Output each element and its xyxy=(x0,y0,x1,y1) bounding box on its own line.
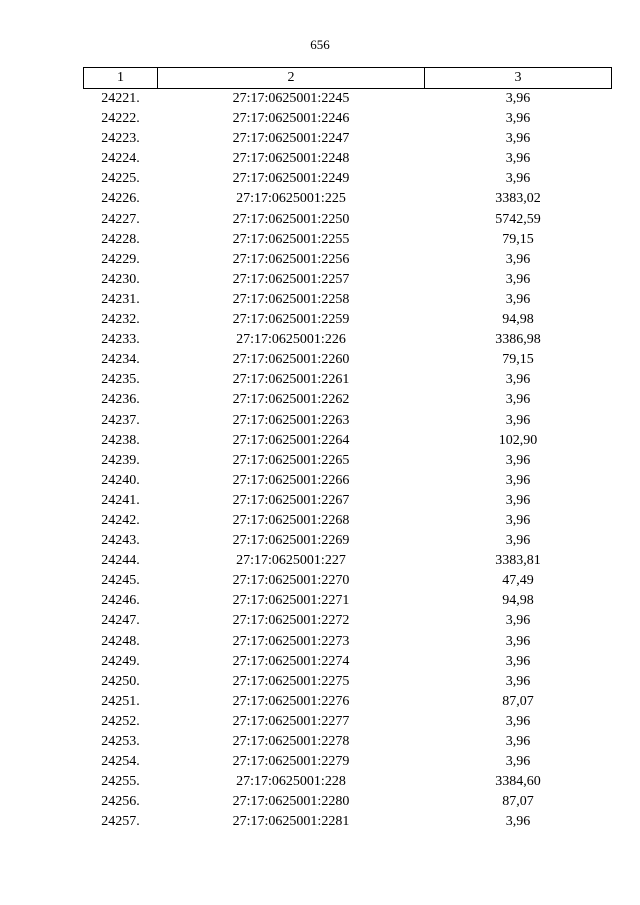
area-value-cell: 3,96 xyxy=(505,91,531,106)
row-number-cell: 24241. xyxy=(101,492,140,508)
row-number-cell: 24245. xyxy=(101,573,140,589)
table-row xyxy=(84,189,612,209)
area-value-cell: 3,96 xyxy=(505,392,531,408)
row-number-cell: 24224. xyxy=(101,151,140,167)
table-row xyxy=(84,390,612,410)
row-number-cell: 24251. xyxy=(101,693,140,709)
cadastral-number-cell: 27:17:0625001:2271 xyxy=(232,593,350,609)
cadastral-number-cell: 27:17:0625001:2261 xyxy=(232,372,350,388)
table-row xyxy=(84,370,612,390)
area-value-cell: 87,07 xyxy=(502,693,534,709)
row-number-cell: 24254. xyxy=(101,754,140,770)
cadastral-number-cell: 27:17:0625001:2272 xyxy=(232,613,350,629)
row-number-cell: 24244. xyxy=(101,553,140,569)
area-value-cell: 3,96 xyxy=(505,472,531,488)
cadastral-number-cell: 27:17:0625001:2249 xyxy=(232,171,350,187)
cadastral-number-cell: 27:17:0625001:2255 xyxy=(232,231,350,247)
table-row xyxy=(84,451,612,471)
row-number-cell: 24221. xyxy=(101,91,140,106)
row-number-cell: 24234. xyxy=(101,352,140,368)
cadastral-number-cell: 27:17:0625001:226 xyxy=(236,332,346,348)
area-value-cell: 3,96 xyxy=(505,754,531,770)
area-value-cell: 3,96 xyxy=(505,372,531,388)
cadastral-number-cell: 27:17:0625001:2279 xyxy=(232,754,350,770)
row-number-cell: 24230. xyxy=(101,271,140,287)
table-row xyxy=(84,591,612,611)
area-value-cell: 3386,98 xyxy=(495,332,541,348)
row-number-cell: 24227. xyxy=(101,211,140,227)
cadastral-number-cell: 27:17:0625001:2267 xyxy=(232,492,350,508)
area-value-cell: 3,96 xyxy=(505,613,531,629)
row-number-cell: 24242. xyxy=(101,512,140,528)
cadastral-number-cell: 27:17:0625001:2245 xyxy=(232,91,350,106)
column-header-2: 2 xyxy=(158,68,425,89)
cadastral-number-cell: 27:17:0625001:2246 xyxy=(232,111,350,127)
table-row xyxy=(84,109,612,129)
area-value-cell: 87,07 xyxy=(502,794,534,810)
cadastral-number-cell: 27:17:0625001:2273 xyxy=(232,633,350,649)
row-number-cell: 24246. xyxy=(101,593,140,609)
area-value-cell: 3,96 xyxy=(505,533,531,549)
page-number: 656 xyxy=(310,37,330,52)
area-value-cell: 3,96 xyxy=(505,171,531,187)
row-number-cell: 24232. xyxy=(101,312,140,328)
cadastral-number-cell: 27:17:0625001:2247 xyxy=(232,131,350,147)
table-row xyxy=(84,210,612,230)
cadastral-number-cell: 27:17:0625001:2275 xyxy=(232,673,350,689)
table-row xyxy=(84,169,612,189)
row-number-cell: 24250. xyxy=(101,673,140,689)
row-number-cell: 24235. xyxy=(101,372,140,388)
cadastral-table xyxy=(83,67,612,832)
cadastral-number-cell: 27:17:0625001:228 xyxy=(236,774,346,790)
table-row xyxy=(84,571,612,591)
row-number-cell: 24222. xyxy=(101,111,140,127)
area-value-cell: 3,96 xyxy=(505,713,531,729)
row-number-cell: 24257. xyxy=(101,814,140,830)
cadastral-number-cell: 27:17:0625001:2248 xyxy=(232,151,350,167)
table-row xyxy=(84,732,612,752)
table-row xyxy=(84,89,612,110)
area-value-cell: 3,96 xyxy=(505,452,531,468)
row-number-cell: 24240. xyxy=(101,472,140,488)
table-row xyxy=(84,290,612,310)
table-row xyxy=(84,632,612,652)
cadastral-number-cell: 27:17:0625001:2270 xyxy=(232,573,350,589)
area-value-cell: 3383,81 xyxy=(495,553,541,569)
table-body xyxy=(84,89,612,833)
cadastral-number-cell: 27:17:0625001:2269 xyxy=(232,533,350,549)
row-number-cell: 24249. xyxy=(101,653,140,669)
area-value-cell: 3383,02 xyxy=(495,191,541,207)
area-value-cell: 79,15 xyxy=(502,231,534,247)
table-row xyxy=(84,652,612,672)
area-value-cell: 3,96 xyxy=(505,251,531,267)
cadastral-number-cell: 27:17:0625001:2268 xyxy=(232,512,350,528)
area-value-cell: 79,15 xyxy=(502,352,534,368)
table-row xyxy=(84,411,612,431)
table-row xyxy=(84,792,612,812)
cadastral-number-cell: 27:17:0625001:2274 xyxy=(232,653,350,669)
table-row xyxy=(84,330,612,350)
cadastral-number-cell: 27:17:0625001:2256 xyxy=(232,251,350,267)
cadastral-number-cell: 27:17:0625001:2266 xyxy=(232,472,350,488)
area-value-cell: 3,96 xyxy=(505,734,531,749)
row-number-cell: 24236. xyxy=(101,392,140,408)
area-value-cell: 102,90 xyxy=(498,432,538,448)
area-value-cell: 3,96 xyxy=(505,492,531,508)
area-value-cell: 94,98 xyxy=(502,593,534,609)
row-number-cell: 24243. xyxy=(101,533,140,549)
area-value-cell: 3,96 xyxy=(505,271,531,287)
table-row xyxy=(84,310,612,330)
cadastral-number-cell: 27:17:0625001:2257 xyxy=(232,271,350,287)
cadastral-number-cell: 27:17:0625001:2265 xyxy=(232,452,350,468)
row-number-cell: 24248. xyxy=(101,633,140,649)
table-row xyxy=(84,491,612,511)
header-row xyxy=(84,68,612,89)
row-number-cell: 24225. xyxy=(101,171,140,187)
area-value-cell: 3,96 xyxy=(505,291,531,307)
cadastral-number-cell: 27:17:0625001:2277 xyxy=(232,713,350,729)
cadastral-number-cell: 27:17:0625001:2258 xyxy=(232,291,350,307)
column-header-3: 3 xyxy=(425,68,612,89)
cadastral-number-cell: 27:17:0625001:2260 xyxy=(232,352,350,368)
area-value-cell: 3,96 xyxy=(505,412,531,428)
table-row xyxy=(84,812,612,832)
area-value-cell: 3,96 xyxy=(505,512,531,528)
row-number-cell: 24238. xyxy=(101,432,140,448)
table-row xyxy=(84,250,612,270)
table-row xyxy=(84,712,612,732)
area-value-cell: 3,96 xyxy=(505,131,531,147)
row-number-cell: 24256. xyxy=(101,794,140,810)
row-number-cell: 24255. xyxy=(101,774,140,790)
area-value-cell: 3384,60 xyxy=(495,774,541,790)
row-number-cell: 24252. xyxy=(101,713,140,729)
table-row xyxy=(84,149,612,169)
row-number-cell: 24247. xyxy=(101,613,140,629)
row-number-cell: 24239. xyxy=(101,452,140,468)
table-row xyxy=(84,350,612,370)
table-header xyxy=(84,68,612,89)
table-row xyxy=(84,752,612,772)
row-number-cell: 24231. xyxy=(101,291,140,307)
area-value-cell: 3,96 xyxy=(505,653,531,669)
row-number-cell: 24229. xyxy=(101,251,140,267)
area-value-cell: 3,96 xyxy=(505,814,531,830)
cadastral-number-cell: 27:17:0625001:2281 xyxy=(232,814,350,830)
area-value-cell: 3,96 xyxy=(505,633,531,649)
area-value-cell: 3,96 xyxy=(505,673,531,689)
table-row xyxy=(84,230,612,250)
row-number-cell: 24253. xyxy=(101,734,140,749)
area-value-cell: 47,49 xyxy=(502,573,534,589)
table-row xyxy=(84,611,612,631)
table-row xyxy=(84,129,612,149)
cadastral-number-cell: 27:17:0625001:2259 xyxy=(232,312,350,328)
cadastral-number-cell: 27:17:0625001:225 xyxy=(236,191,346,207)
cadastral-number-cell: 27:17:0625001:2278 xyxy=(232,734,350,749)
table-row xyxy=(84,551,612,571)
area-value-cell: 94,98 xyxy=(502,312,534,328)
cadastral-number-cell: 27:17:0625001:2250 xyxy=(232,211,350,227)
row-number-cell: 24226. xyxy=(101,191,140,207)
table-row xyxy=(84,672,612,692)
table-row xyxy=(84,511,612,531)
table-row xyxy=(84,692,612,712)
cadastral-number-cell: 27:17:0625001:2263 xyxy=(232,412,350,428)
row-number-cell: 24223. xyxy=(101,131,140,147)
table-row xyxy=(84,531,612,551)
area-value-cell: 3,96 xyxy=(505,151,531,167)
row-number-cell: 24233. xyxy=(101,332,140,348)
cadastral-number-cell: 27:17:0625001:2276 xyxy=(232,693,350,709)
area-value-cell: 3,96 xyxy=(505,111,531,127)
table-row xyxy=(84,772,612,792)
cadastral-number-cell: 27:17:0625001:227 xyxy=(236,553,346,569)
row-number-cell: 24228. xyxy=(101,231,140,247)
area-value-cell: 5742,59 xyxy=(495,211,541,227)
cadastral-number-cell: 27:17:0625001:2264 xyxy=(232,432,350,448)
table-row xyxy=(84,270,612,290)
column-header-1: 1 xyxy=(84,68,158,89)
cadastral-number-cell: 27:17:0625001:2280 xyxy=(232,794,350,810)
row-number-cell: 24237. xyxy=(101,412,140,428)
table-row xyxy=(84,431,612,451)
cadastral-number-cell: 27:17:0625001:2262 xyxy=(232,392,350,408)
table-row xyxy=(84,471,612,491)
